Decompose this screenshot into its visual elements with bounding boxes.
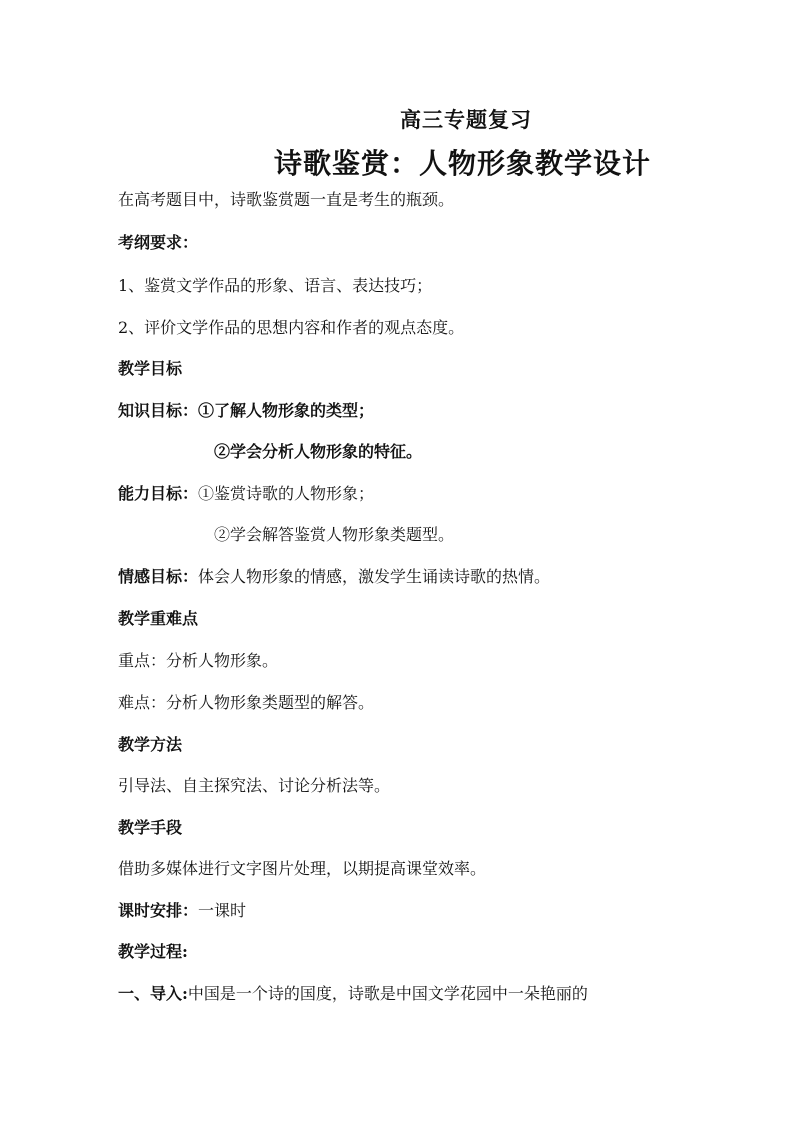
process-step-label: 一、导入: bbox=[118, 984, 188, 1003]
ability-objective-line bbox=[118, 483, 374, 505]
means-text: 借助多媒体进行文字图片处理，以期提高课堂效率。 bbox=[118, 859, 487, 878]
means-heading: 教学手段 bbox=[118, 818, 183, 837]
syllabus-item: 1、鉴赏文学作品的形象、语言、表达技巧； bbox=[118, 276, 433, 295]
ability-objective-item: ①鉴赏诗歌的人物形象； bbox=[198, 484, 375, 503]
objectives-heading: 教学目标 bbox=[118, 359, 183, 378]
knowledge-objective-line bbox=[118, 400, 374, 422]
emotion-objective-line bbox=[118, 566, 550, 588]
intro-paragraph: 在高考题目中，诗歌鉴赏题一直是考生的瓶颈。 bbox=[118, 190, 455, 209]
process-step-text: 中国是一个诗的国度，诗歌是中国文学花园中一朵艳丽的 bbox=[187, 984, 588, 1003]
schedule-label: 课时安排： bbox=[118, 901, 199, 920]
key-points-heading: 教学重难点 bbox=[118, 609, 199, 628]
document-title: 高三专题复习 bbox=[400, 107, 532, 132]
document-subtitle: 诗歌鉴赏：人物形象教学设计 bbox=[274, 147, 652, 180]
ability-objective-label: 能力目标： bbox=[118, 484, 199, 503]
emotion-objective-label: 情感目标： bbox=[118, 567, 199, 586]
key-point-difficulty: 难点：分析人物形象类题型的解答。 bbox=[118, 693, 375, 712]
process-heading: 教学过程: bbox=[118, 942, 188, 961]
knowledge-objective-item: ①了解人物形象的类型； bbox=[198, 401, 375, 420]
ability-objective-item: ②学会解答鉴赏人物形象类题型。 bbox=[214, 525, 455, 544]
knowledge-objective-label: 知识目标： bbox=[118, 401, 199, 420]
process-step-line bbox=[118, 983, 588, 1005]
syllabus-item: 2、评价文学作品的思想内容和作者的观点态度。 bbox=[118, 318, 465, 337]
syllabus-heading: 考纲要求： bbox=[118, 233, 199, 252]
knowledge-objective-item: ②学会分析人物形象的特征。 bbox=[214, 442, 423, 461]
schedule-text: 一课时 bbox=[198, 901, 247, 920]
key-point-focus: 重点：分析人物形象。 bbox=[118, 651, 279, 670]
methods-text: 引导法、自主探究法、讨论分析法等。 bbox=[118, 776, 391, 795]
schedule-line bbox=[118, 900, 246, 922]
methods-heading: 教学方法 bbox=[118, 735, 183, 754]
emotion-objective-text: 体会人物形象的情感，激发学生诵读诗歌的热情。 bbox=[198, 567, 551, 586]
